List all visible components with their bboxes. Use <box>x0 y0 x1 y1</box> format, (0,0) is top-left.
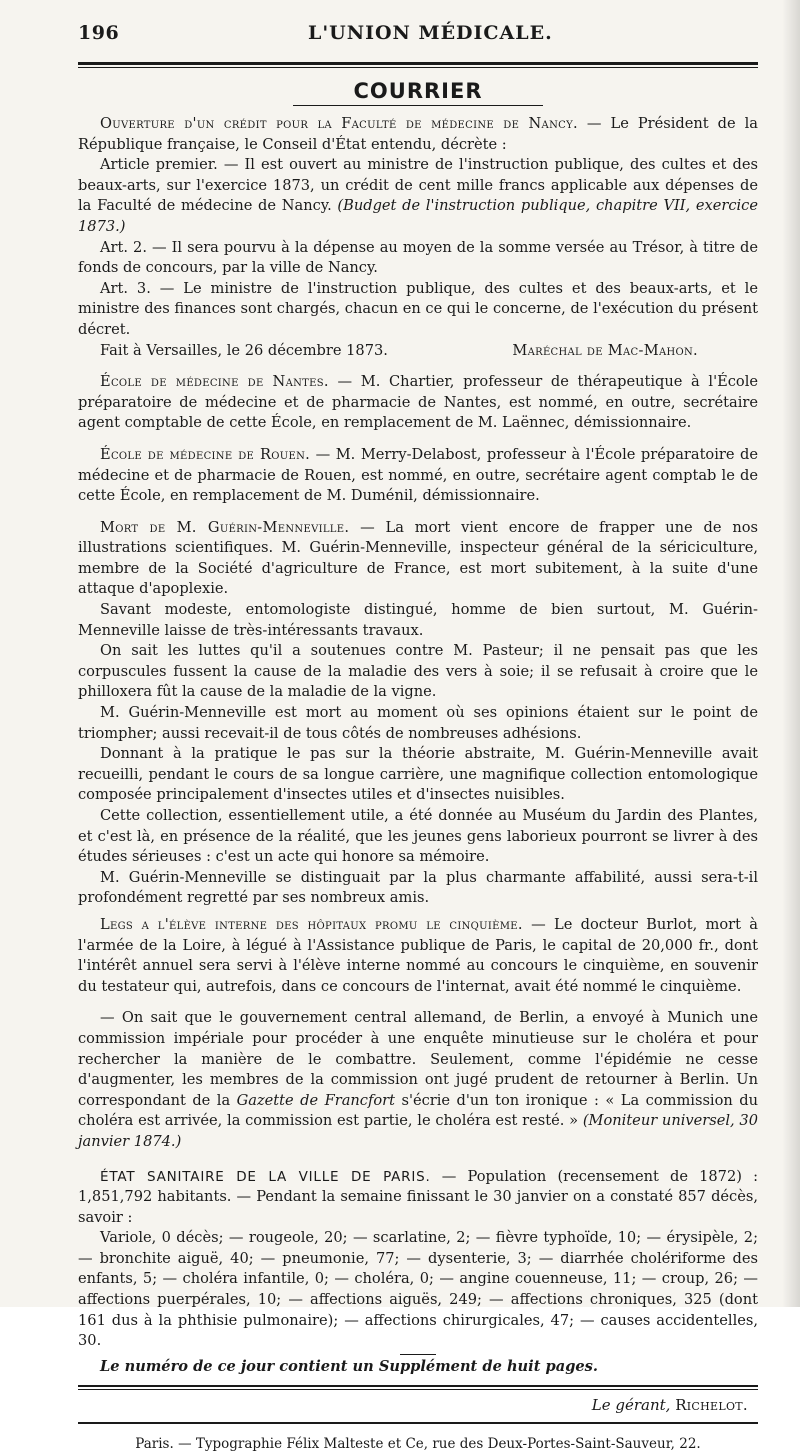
gerant-line <box>78 1396 758 1414</box>
legs-notice <box>78 915 758 997</box>
guerin-paragraph-5: Donnant à la pratique le pas sur la théorie abstraite, M. Guérin-Menneville avait recueilli, pendant le cours de sa longue carrière, une magnifique collection entomologique composée principalement d'insectes utiles et d'insectes nuisibles. <box>78 745 758 804</box>
etat-sanitaire-lead-text: — Population (recensement de 1872) : 1,851,792 habitants. — Pendant la semaine finissant le 30 janvier on a constaté 857 décès, savoir : <box>78 1167 758 1226</box>
printer-imprint: Paris. — Typographie Félix Malteste et Ce, rue des Deux-Portes-Saint-Sauveur, 22. <box>135 1436 701 1452</box>
legs-body: — Le docteur Burlot, mort à l'armée de la Loire, à légué à l'Assistance publique de Paris, le capital de 20,000 fr., dont l'intérêt annuel sera servi à l'élève interne nommé au concours le cinquième, en souvenir du testateur qui, autrefois, dans ce concours de l'internat, avait été nommé le cinquième. <box>78 915 759 995</box>
gerant-rule <box>78 1422 758 1424</box>
rouen-notice <box>78 445 758 507</box>
gerant-name: Richelot. <box>675 1396 748 1415</box>
cholera-body-2: s'écrie d'un ton ironique : « La commission du choléra est arrivée, la commission est partie, le choléra est resté. » <box>78 1091 758 1130</box>
supplement-notice: Le numéro de ce jour contient un Supplément de huit pages. <box>100 1357 598 1375</box>
guerin-paragraph-6: Cette collection, essentiellement utile, a été donnée au Muséum du Jardin des Plantes, et c'est là, en présence de la réalité, que les jeunes gens laborieux pourront se livrer à des études sérieuses : c'est un acte qui honore sa mémoire. <box>78 807 758 866</box>
cholera-source: (Moniteur universel, 30 janvier 1874.) <box>78 1112 758 1150</box>
header-rule <box>78 62 758 65</box>
guerin-paragraph-2: Savant modeste, entomologiste distingué, homme de bien surtout, M. Guérin-Menneville laisse de très-intéressants travaux. <box>78 601 758 639</box>
notice-separator <box>400 1354 436 1355</box>
legs-heading: Legs a l'élève interne des hôpitaux promu le cinquième. <box>100 915 523 933</box>
guerin-paragraph-4: M. Guérin-Menneville est mort au moment où ses opinions étaient sur le point de triompher; aussi recevait-il de tous côtés de nombreuses adhésions. <box>78 704 758 742</box>
decree-article-1-reference: (Budget de l'instruction publique, chapitre VII, exercice 1873.) <box>78 197 758 235</box>
decree-intro <box>78 114 758 155</box>
section-title-rule <box>293 105 543 106</box>
guerin-p1-text: — La mort vient encore de frapper une de nos illustrations scientifiques. M. Guérin-Menneville, inspecteur général de la sériciculture, membre de la Société d'agriculture de France, est mort subitement, à la suite d'une attaque d'apoplexie. <box>78 518 759 598</box>
rouen-heading: École de médecine de Rouen. <box>100 445 311 463</box>
section-title: COURRIER <box>353 79 483 103</box>
etat-sanitaire-details: Variole, 0 décès; — rougeole, 20; — scarlatine, 2; — fièvre typhoïde, 10; — érysipèle, 2; — bronchite aiguë, 40; — pneumonie, 77; — dysenterie, 3; — diarrhée cholériforme des enfants, 5; — choléra infantile, 0; — choléra, 0; — angine couenneuse, 11; — croup, 26; — affections puerpérales, 10; — affections aiguës, 249; — affections chroniques, 325 (dont 161 dus à la phthisie pulmonaire); — affections chirurgicales, 47; — causes accidentelles, 30. <box>78 1229 758 1350</box>
rouen-body: — M. Merry-Delabost, professeur à l'École préparatoire de médecine et de pharmacie de Rouen, est nommé, en outre, secrétaire agent comptab le de cette École, en remplacement de M. Duménil, démissionnaire. <box>78 445 759 505</box>
guerin-heading: Mort de M. Guérin-Menneville. <box>100 518 350 536</box>
guerin-paragraph-1 <box>78 518 758 600</box>
cholera-gazette: Gazette de Francfort <box>236 1091 395 1109</box>
cholera-body: — On sait que le gouvernement central allemand, de Berlin, a envoyé à Munich une commission impériale pour procéder à une enquête minutieuse sur le choléra et pour rechercher la manière de le combattre. Seulement, comme l'épidémie ne cesse d'augmenter, les membres de la commission ont jugé prudent de retourner à Berlin. Un correspondant de la <box>78 1009 758 1109</box>
decree-article-1 <box>78 155 758 237</box>
decree-signed-by: Maréchal de Mac-Mahon. <box>512 341 698 359</box>
running-head <box>78 22 758 54</box>
guerin-paragraph-3: On sait les luttes qu'il a soutenues contre M. Pasteur; il ne pensait pas que les corpuscules fussent la cause de la maladie des vers à soie; il se refusait à croire que le philloxera fût la cause de la maladie de la vigne. <box>78 642 758 701</box>
nantes-body: — M. Chartier, professeur de thérapeutique à l'École préparatoire de médecine et de pharmacie de Nantes, est nommé, en outre, secrétaire agent comptable de cette École, en remplacement de M. Laënnec, démissionnaire. <box>78 373 759 432</box>
etat-sanitaire-heading: ÉTAT SANITAIRE DE LA VILLE DE PARIS. <box>100 1168 431 1185</box>
decree-signed-place: Fait à Versailles, le 26 décembre 1873. <box>100 341 388 359</box>
footer-rule <box>78 1385 758 1390</box>
etat-sanitaire-lead <box>78 1167 758 1229</box>
decree-article-3: Art. 3. — Le ministre de l'instruction publique, des cultes et des beaux-arts, et le ministre des finances sont chargés, chacun en ce qui le concerne, de l'exécution du présent décret. <box>78 279 758 338</box>
page-number: 196 <box>78 22 120 44</box>
nantes-notice <box>78 372 758 434</box>
guerin-paragraph-7: M. Guérin-Menneville se distinguait par la plus charmante affabilité, aussi sera-t-il profondément regretté par ses nombreux amis. <box>78 868 758 907</box>
journal-title: L'UNION MÉDICALE. <box>308 22 553 44</box>
gerant-label: Le gérant, <box>591 1396 671 1415</box>
decree-lead: — Le Président de la République française, le Conseil d'État entendu, décrète : <box>78 115 758 153</box>
decree-heading: Ouverture d'un crédit pour la Faculté de médecine de Nancy. <box>100 115 578 132</box>
decree-article-2: Art. 2. — Il sera pourvu à la dépense au moyen de la somme versée au Trésor, à titre de fonds de concours, par la ville de Nancy. <box>78 238 758 277</box>
decree-signature <box>78 341 758 362</box>
article-body <box>78 114 758 1377</box>
decree-article-1-text: Article premier. — Il est ouvert au ministre de l'instruction publique, des cultes et des beaux-arts, sur l'exercice 1873, un crédit de cent mille francs applicable aux dépenses de la Faculté de médecine de Nancy. <box>78 156 758 215</box>
header-rule-thin <box>78 67 758 68</box>
cholera-notice <box>78 1008 758 1152</box>
nantes-heading: École de médecine de Nantes. <box>100 373 329 391</box>
